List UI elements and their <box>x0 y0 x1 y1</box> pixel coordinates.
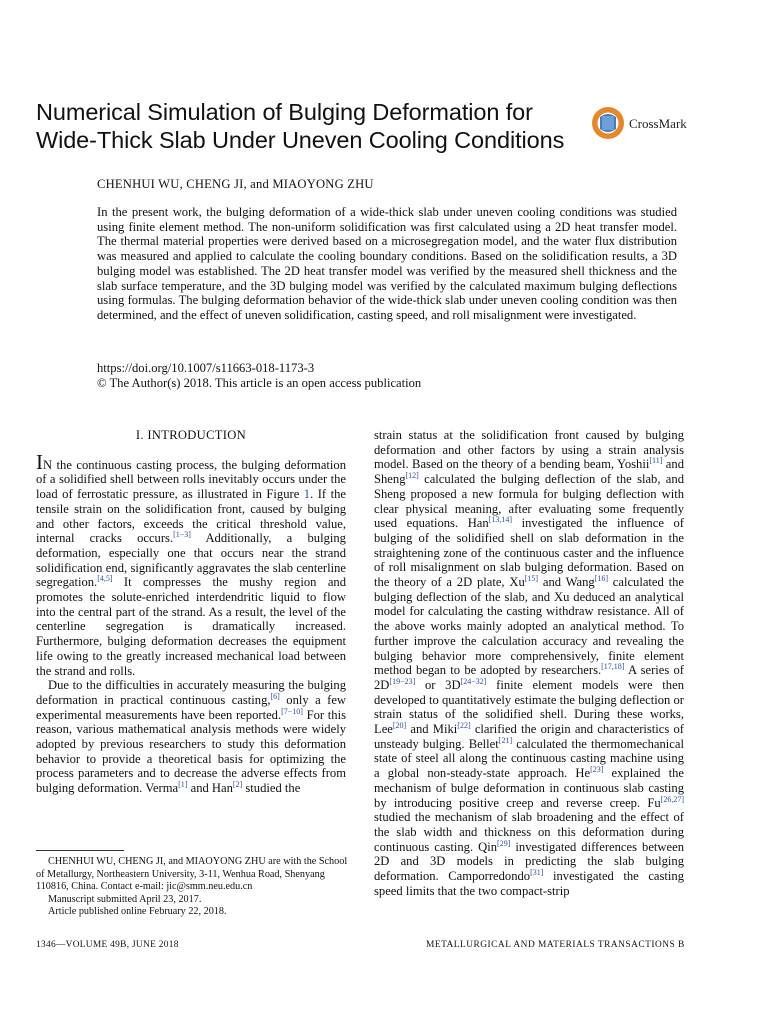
title-line-2: Wide-Thick Slab Under Uneven Cooling Conditions <box>36 127 565 153</box>
citation-link[interactable]: [23] <box>590 765 604 775</box>
text-run: For this reason, various mathematical analysis methods were widely adopted by previous researchers to study this deformation behavior to provide a theoretical basis for optimizing the process parameters and to decrease the adverse effects from bulging deformation. Verma <box>36 707 346 796</box>
text-run: Additionally, a bulging deformation, especially one that occurs near the strand solidification end, significantly aggravates the slab centerline segregation. <box>36 531 346 590</box>
citation-link[interactable]: [12] <box>405 471 419 481</box>
citation-link[interactable]: [4,5] <box>97 574 113 584</box>
citation-link[interactable]: [29] <box>497 838 511 848</box>
text-run: and Miki <box>406 722 458 737</box>
text-run: finite element models were then developed to quantitatively estimate the bulging deflection or strain status of the solidified shell. During these works, Lee <box>374 677 684 737</box>
intro-paragraph-2 <box>36 678 346 796</box>
text-run: strain status at the solidification front caused by bulging deformation and other factors by using a strain analysis model. Based on the theory of a bending beam, Yoshii <box>374 428 684 472</box>
intro-paragraph-2-continued <box>374 428 684 899</box>
abstract <box>97 205 677 323</box>
crossmark-badge[interactable] <box>591 106 703 142</box>
citation-link[interactable]: [17,18] <box>601 662 625 672</box>
text-run: explained the mechanism of bulge deformation in continuous slab casting by introducing positive creep and reverse creep. Fu <box>374 766 684 810</box>
text-run: N the continuous casting process, the bulging deformation of a solidified shell between rolls inevitably occurs under the load of ferrostatic pressure, as illustrated in Figure <box>36 457 346 502</box>
text-run: calculated the bulging deflection of the slab, and Xu deduced an analytical model for calculating the casting withdraw resistance. All of the above works mainly adopted an analytical method. To further improve the calculation accuracy and revealing the bulging behavior more comprehensively, finite element method began to be adopted by researchers. <box>374 575 684 678</box>
article-title <box>36 98 576 154</box>
citation-link[interactable]: [13,14] <box>488 515 513 525</box>
citation-link[interactable]: [7−10] <box>281 706 303 716</box>
copyright-notice: © The Author(s) 2018. This article is an open access publication <box>97 376 422 390</box>
text-run: and Han <box>187 781 233 796</box>
publication-date: Article published online February 22, 2018. <box>48 906 227 918</box>
text-run: or 3D <box>415 677 461 692</box>
citation-link[interactable]: [1−3] <box>173 530 191 540</box>
citation-link[interactable]: [1] <box>178 780 188 790</box>
crossmark-icon <box>591 106 625 140</box>
citation-link[interactable]: [11] <box>649 456 663 466</box>
text-run: only a few experimental measurements have been reported. <box>36 692 346 722</box>
text-run: investigated the influence of bulging of the solidified shell on slab deformation in the straightening zone of the continuous caster and the influence of roll misalignment on slab bulging deformation. Based on the theory of a 2D plate, Xu <box>374 516 684 590</box>
citation-link[interactable]: [20] <box>392 721 407 731</box>
page-footer-journal: METALLURGICAL AND MATERIALS TRANSACTIONS B <box>426 940 685 950</box>
text-run: . If the tensile strain on the solidification front, caused by bulging and other factors, exceeds the critical threshold value, internal cracks occurs. <box>36 487 346 546</box>
right-column <box>374 428 684 899</box>
submission-date: Manuscript submitted April 23, 2017. <box>48 893 202 905</box>
text-run: calculated the bulging deflection of the slab, and Sheng proposed a new formula for bulging deflection with clear physical meaning, after evaluating some frequently used equations. Han <box>374 472 684 531</box>
author-affiliation: CHENHUI WU, CHENG JI, and MIAOYONG ZHU are with the School of Metallurgy, Northeastern University, 3-11, Wenhua Road, Shenyang 110816, China. Contact e-mail: jic@smm.neu.edu.cn <box>36 856 348 893</box>
text-run: investigated the casting speed limits that the two compact-strip <box>374 869 684 898</box>
intro-paragraph-1 <box>36 449 346 679</box>
page-footer-volume: 1346—VOLUME 49B, JUNE 2018 <box>36 940 179 950</box>
footnote-rule <box>36 850 124 851</box>
text-run: investigated differences between 2D and 3D models in predicting the slab bulging deformation. Camporredondo <box>374 839 684 884</box>
citation-link[interactable]: [26,27] <box>660 794 684 804</box>
author-list: CHENHUI WU, CHENG JI, and MIAOYONG ZHU <box>97 177 374 191</box>
text-run: and Sheng <box>374 457 684 487</box>
text-run: It compresses the mushy region and promotes the solute-enriched interdendritic liquid to flow into the central part of the strand. As a result, the level of the centerline segregation is dramatically increased. Furthermore, bulging deformation decreases the equipment life owing to the greatly increased mechanical load between the strand and rolls. <box>36 575 346 678</box>
drop-cap: I <box>36 449 43 474</box>
crossmark-label: CrossMark <box>629 116 687 131</box>
title-line-1: Numerical Simulation of Bulging Deformation for <box>36 99 533 125</box>
abstract-text: In the present work, the bulging deformation of a wide-thick slab under uneven cooling conditions was studied using finite element method. The non-uniform solidification was first calculated using a 2D heat transfer model. The thermal material properties were derived based on a microsegregation model, and the water flux distribution was measured and applied to calculate the cooling boundary conditions. Based on the solidification results, a 3D bulging model was established. The 2D heat transfer model was verified by the measured shell thickness and the slab surface temperature, and the 3D bulging model was verified by the calculated maximum bulging deflections using formulas. The bulging deformation behavior of the wide-thick slab under uneven cooling condition was then determined, and the effect of uneven solidification, casting speed, and roll misalignment were investigated. <box>97 205 677 322</box>
text-run: Due to the difficulties in accurately measuring the bulging deformation in practical continuous casting, <box>36 678 346 707</box>
text-run: A series of 2D <box>374 663 684 692</box>
citation-link[interactable]: [22] <box>457 721 471 731</box>
citation-link[interactable]: [24−32] <box>460 676 487 686</box>
left-column <box>36 428 346 796</box>
section-heading: I. INTRODUCTION <box>135 428 247 442</box>
footnote <box>36 856 354 919</box>
text-run: clarified the origin and characteristics of unsteady bulging. Bellet <box>374 722 684 751</box>
text-run: and Wang <box>538 575 595 590</box>
doi-block <box>97 361 421 391</box>
citation-link[interactable]: [31] <box>530 868 544 878</box>
citation-link[interactable]: [2] <box>232 780 243 790</box>
citation-link[interactable]: [15] <box>524 574 539 584</box>
text-run: studied the mechanism of slab broadening and the effect of the slab width and thickness on this deformation during continuous casting. Qin <box>374 810 684 854</box>
citation-link[interactable]: [16] <box>594 574 608 584</box>
text-run: calculated the thermomechanical state of steel all along the continuous casting machine using a global non-steady-state approach. He <box>374 736 684 781</box>
citation-link[interactable]: [6] <box>270 691 280 701</box>
doi-link[interactable]: https://doi.org/10.1007/s11663-018-1173-3 <box>97 361 315 375</box>
figure-link[interactable]: 1 <box>303 487 311 502</box>
citation-link[interactable]: [19−23] <box>389 676 416 686</box>
text-run: studied the <box>242 781 301 796</box>
citation-link[interactable]: [21] <box>498 735 513 745</box>
